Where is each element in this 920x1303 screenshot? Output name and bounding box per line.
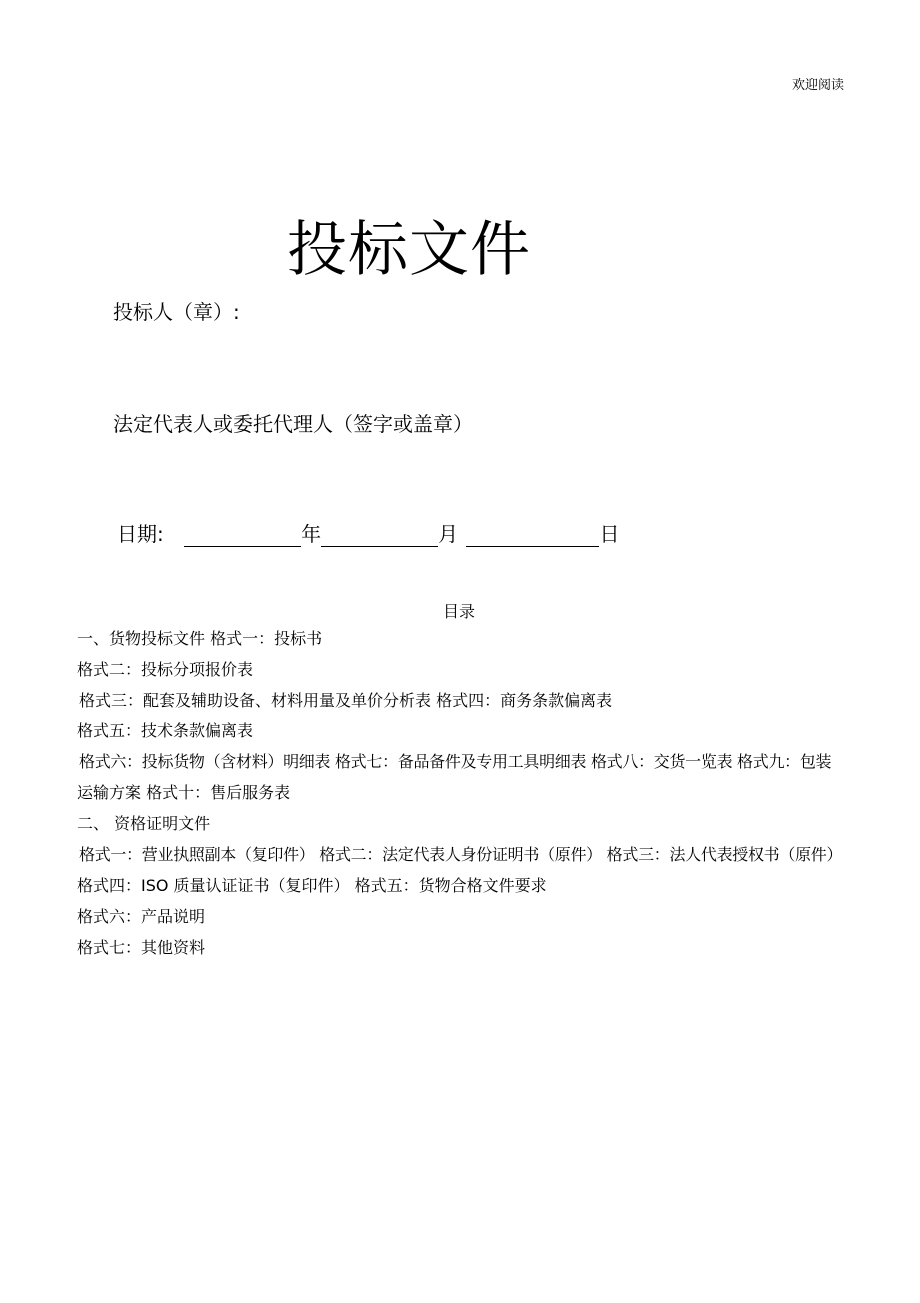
bidder-label: 投标人（章）:	[113, 300, 240, 324]
toc-line: 运输方案 格式十：售后服务表	[77, 783, 291, 802]
toc-line: 格式五：技术条款偏离表	[77, 721, 254, 740]
toc-line: 格式六：投标货物（含材料）明细表 格式七：备品备件及专用工具明细表 格式八：交货一览表 格式九：包装	[79, 752, 832, 771]
toc-line: 一、货物投标文件 格式一：投标书	[77, 629, 323, 648]
day-blank	[466, 526, 599, 547]
toc-line: 二、 资格证明文件	[77, 814, 211, 833]
day-label: 日	[599, 522, 620, 546]
month-blank	[321, 526, 438, 547]
year-label: 年	[301, 522, 322, 546]
date-line	[117, 518, 619, 547]
representative-label: 法定代表人或委托代理人（签字或盖章）	[113, 412, 473, 436]
toc-line: 格式四：ISO 质量认证证书（复印件） 格式五：货物合格文件要求	[77, 876, 547, 895]
header-note: 欢迎阅读	[791, 78, 844, 93]
toc-line: 格式六：产品说明	[77, 907, 206, 926]
year-blank	[184, 526, 301, 547]
date-label: 日期:	[117, 522, 164, 546]
toc-line: 格式三：配套及辅助设备、材料用量及单价分析表 格式四：商务条款偏离表	[79, 691, 613, 710]
document-title: 投标文件	[287, 215, 531, 285]
toc-line: 格式二：投标分项报价表	[77, 660, 254, 679]
toc-line: 格式一：营业执照副本（复印件） 格式二：法定代表人身份证明书（原件） 格式三：法人代表授权书（原件）	[79, 845, 843, 864]
month-label: 月	[438, 522, 459, 546]
toc-line: 格式七：其他资料	[77, 938, 206, 957]
toc-title: 目录	[442, 602, 475, 621]
